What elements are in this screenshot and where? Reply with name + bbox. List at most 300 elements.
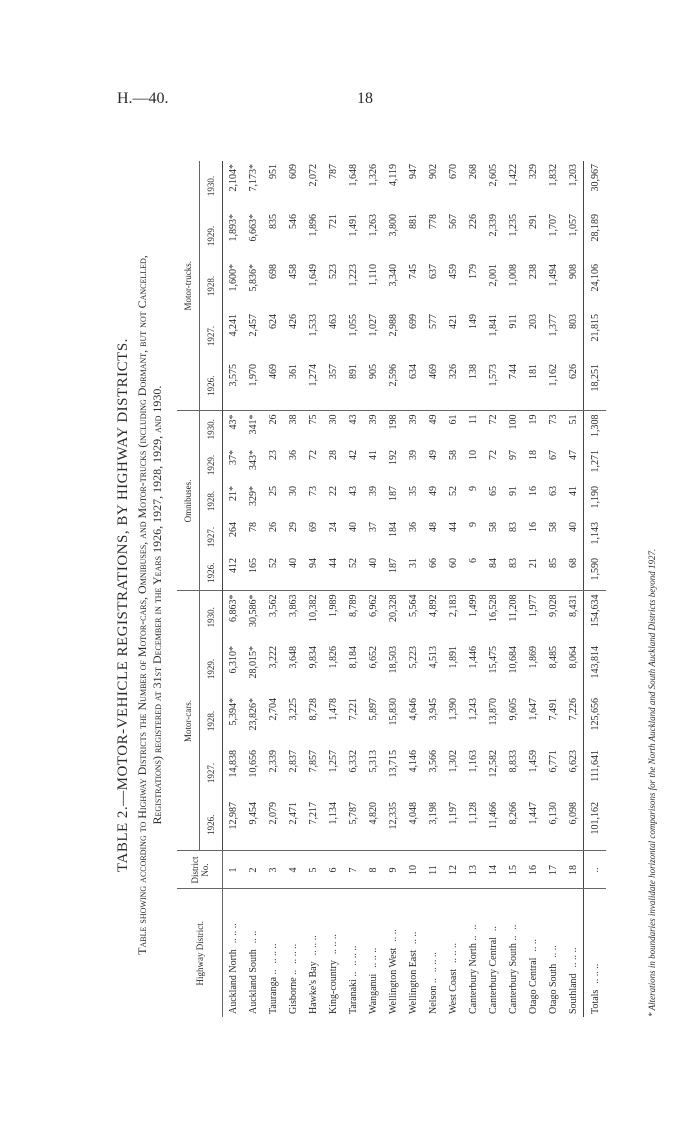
- bus-value-cell: 37*: [227, 450, 239, 465]
- cars-value-cell: 5,787: [343, 799, 363, 851]
- cars-value-cell: 4,146: [407, 750, 419, 773]
- cars-value-cell: 1,647: [527, 698, 539, 721]
- cars-value-cell: 1,447: [523, 799, 543, 851]
- cars-value-cell: 16,528: [487, 594, 499, 622]
- district-name: Canterbury North ..: [467, 935, 479, 1014]
- cars-value-cell: 1,499: [467, 594, 479, 617]
- leader-dots: .. ..: [247, 930, 259, 944]
- cars-value-cell: 2,837: [287, 750, 299, 773]
- bus-value-cell: 39: [367, 414, 379, 425]
- trucks-value-cell: 1,893*: [227, 214, 239, 242]
- district-name-cell: [463, 889, 483, 1017]
- omnibuses-group-header: Omnibuses.: [177, 411, 200, 591]
- trucks-value-cell: 626: [563, 361, 584, 411]
- bus-value-cell: 41: [367, 450, 379, 460]
- bus-value-cell: 39: [407, 450, 419, 460]
- bus-value-cell: 24: [327, 522, 339, 532]
- trucks-value-cell: 1,057: [567, 214, 579, 237]
- cars-value-cell: 15,475: [487, 646, 499, 674]
- district-number-cell: ..: [584, 851, 607, 889]
- bus-value-cell: 19: [527, 414, 539, 425]
- trucks-value-cell: 463: [327, 314, 339, 329]
- cars-value-cell: 13,870: [487, 698, 499, 726]
- table-title: TABLE 2.—MOTOR-VEHICLE REGISTRATIONS, BY HIGHWAY DISTRICTS.: [115, 338, 131, 872]
- bus-value-cell: 73: [547, 414, 559, 425]
- trucks-value-cell: 891: [343, 361, 363, 411]
- trucks-value-cell: 1,263: [367, 214, 379, 237]
- trucks-value-cell: 745: [407, 264, 419, 279]
- district-name: Gisborne ..: [287, 969, 299, 1014]
- bus-value-cell: 198: [387, 414, 399, 430]
- bus-value-cell: 43*: [227, 414, 239, 430]
- bus-value-cell: 48: [427, 522, 439, 532]
- registrations-table: [177, 161, 606, 1017]
- cars-value-cell: 1,134: [323, 799, 343, 851]
- rotated-table-sheet: [115, 105, 690, 1105]
- cars-value-cell: 23,826*: [247, 698, 259, 731]
- trucks-value-cell: 4,241: [227, 314, 239, 337]
- trucks-value-cell: 1,533: [307, 314, 319, 337]
- table-row: [323, 161, 343, 1017]
- trucks-value-cell: 1,008: [507, 264, 519, 287]
- cars-value-cell: 3,863: [287, 594, 299, 617]
- cars-value-cell: 10,684: [507, 646, 519, 674]
- cars-value-cell: 1,243: [467, 698, 479, 721]
- bus-value-cell: 11: [467, 414, 479, 425]
- bus-value-cell: 1,590: [584, 555, 607, 591]
- leader-dots: .. .. ..: [307, 935, 319, 956]
- trucks-value-cell: 1,055: [347, 314, 359, 337]
- leader-dots: .. .. ..: [287, 943, 299, 964]
- leader-dots: .. .. ..: [427, 952, 439, 973]
- leader-dots: .. ..: [387, 929, 399, 942]
- bus-value-cell: 25: [267, 486, 279, 496]
- cars-value-cell: 6,310*: [227, 646, 239, 674]
- year-header: 1926.: [200, 799, 223, 851]
- motor-trucks-group-header: Motor-trucks.: [177, 161, 200, 411]
- bus-value-cell: 41: [567, 486, 579, 496]
- bus-value-cell: 36: [287, 450, 299, 460]
- trucks-value-cell: 5,836*: [247, 264, 259, 292]
- trucks-value-cell: 1,896: [307, 214, 319, 237]
- bus-value-cell: 72: [307, 450, 319, 460]
- district-number-cell: 1: [223, 851, 244, 889]
- cars-value-cell: 1,891: [447, 646, 459, 669]
- table-row: [523, 161, 543, 1017]
- bus-value-cell: 341*: [247, 414, 259, 435]
- table-subtitle-line-1: Table showing according to Highway Districts the Number of Motor-cars, Omnibuses, and Motor-trucks (including Dormant, but not Cancelled,: [135, 255, 149, 955]
- trucks-value-cell: 3,340: [387, 264, 399, 287]
- bus-value-cell: 26: [267, 414, 279, 425]
- bus-value-cell: 68: [563, 555, 584, 591]
- bus-value-cell: 31: [403, 555, 423, 591]
- district-column-header: Highway District.: [177, 889, 223, 1017]
- district-no-column-header: District No.: [177, 851, 223, 889]
- cars-value-cell: 3,562: [267, 594, 279, 617]
- year-header: 1927.: [200, 519, 223, 555]
- year-header: 1929.: [200, 447, 223, 483]
- bus-value-cell: 21*: [227, 486, 239, 501]
- bus-value-cell: 39: [407, 414, 419, 425]
- year-header: 1928.: [200, 261, 223, 311]
- cars-value-cell: 28,015*: [247, 646, 259, 679]
- bus-value-cell: 1,143: [584, 519, 607, 555]
- district-name: Canterbury South ..: [507, 935, 519, 1014]
- table-row: [543, 161, 563, 1017]
- trucks-value-cell: 2,988: [387, 314, 399, 337]
- bus-value-cell: 329*: [247, 486, 259, 506]
- trucks-value-cell: 24,106: [584, 261, 607, 311]
- trucks-value-cell: 1,494: [547, 264, 559, 287]
- trucks-value-cell: 3,575: [223, 361, 244, 411]
- bus-value-cell: 187: [387, 486, 399, 501]
- cars-value-cell: 3,648: [287, 646, 299, 669]
- bus-value-cell: 30: [287, 486, 299, 496]
- cars-value-cell: 12,335: [383, 799, 403, 851]
- trucks-value-cell: 426: [287, 314, 299, 329]
- district-name-cell: [584, 889, 607, 1017]
- trucks-value-cell: 1,274: [303, 361, 323, 411]
- trucks-value-cell: 4,119: [387, 164, 399, 187]
- district-name: Hawke's Bay: [307, 961, 319, 1014]
- trucks-value-cell: 1,235: [507, 214, 519, 237]
- leader-dots: .. .. ..: [327, 934, 339, 955]
- district-number-cell: 15: [503, 851, 523, 889]
- bus-value-cell: 83: [507, 522, 519, 532]
- trucks-value-cell: 2,605: [487, 164, 499, 187]
- trucks-value-cell: 2,339: [487, 214, 499, 237]
- trucks-value-cell: 149: [467, 314, 479, 329]
- cars-value-cell: 5,394*: [227, 698, 239, 726]
- cars-value-cell: 111,641: [584, 747, 607, 799]
- cars-value-cell: 11,208: [507, 594, 519, 622]
- bus-value-cell: 36: [407, 522, 419, 532]
- leader-dots: .. ..: [527, 939, 539, 952]
- bus-value-cell: 343*: [247, 450, 259, 470]
- trucks-value-cell: 902: [427, 164, 439, 179]
- table-row: [443, 161, 463, 1017]
- trucks-value-cell: 179: [467, 264, 479, 279]
- leader-dots: .. .. ..: [347, 945, 359, 966]
- bus-value-cell: 16: [527, 522, 539, 532]
- cars-value-cell: 20,328: [387, 594, 399, 622]
- bus-value-cell: 22: [327, 486, 339, 496]
- district-name-cell: [303, 889, 323, 1017]
- trucks-value-cell: 778: [427, 214, 439, 229]
- district-number-cell: 10: [403, 851, 423, 889]
- cars-value-cell: 11,466: [483, 799, 503, 851]
- bus-value-cell: 52: [447, 486, 459, 496]
- leader-dots: ..: [487, 926, 499, 932]
- footnote: * Alterations in boundaries invalidate horizontal comparisons for the North Auckland and South Auckland Districts beyond 1927.: [647, 548, 657, 1017]
- cars-value-cell: 9,605: [507, 698, 519, 721]
- cars-value-cell: 5,564: [407, 594, 419, 617]
- trucks-value-cell: 458: [287, 264, 299, 279]
- bus-value-cell: 40: [363, 555, 383, 591]
- totals-row: [584, 161, 607, 1017]
- trucks-value-cell: 1,203: [567, 164, 579, 187]
- cars-value-cell: 7,857: [307, 750, 319, 773]
- trucks-value-cell: 226: [467, 214, 479, 229]
- bus-value-cell: 412: [223, 555, 244, 591]
- leader-dots: .. .. ..: [367, 947, 379, 968]
- cars-value-cell: 6,130: [543, 799, 563, 851]
- district-name: Wellington East: [407, 950, 419, 1014]
- trucks-value-cell: 238: [527, 264, 539, 279]
- cars-value-cell: 8,485: [547, 646, 559, 669]
- trucks-value-cell: 624: [267, 314, 279, 329]
- district-number-cell: 14: [483, 851, 503, 889]
- bus-value-cell: 84: [483, 555, 503, 591]
- cars-value-cell: 1,989: [327, 594, 339, 617]
- district-name-cell: [543, 889, 563, 1017]
- bus-value-cell: 44: [447, 522, 459, 532]
- leader-dots: .. .. ..: [227, 923, 239, 944]
- bus-value-cell: 35: [407, 486, 419, 496]
- district-name-cell: [343, 889, 363, 1017]
- cars-value-cell: 125,656: [584, 695, 607, 747]
- trucks-value-cell: 1,422: [507, 164, 519, 187]
- district-name-cell: [423, 889, 443, 1017]
- cars-value-cell: 8,789: [347, 594, 359, 617]
- table-row: [383, 161, 403, 1017]
- cars-value-cell: 13,715: [387, 750, 399, 778]
- district-name-cell: [383, 889, 403, 1017]
- district-number-cell: 8: [363, 851, 383, 889]
- cars-value-cell: 4,513: [427, 646, 439, 669]
- trucks-value-cell: 357: [323, 361, 343, 411]
- bus-value-cell: 184: [387, 522, 399, 537]
- district-name: King-country: [327, 960, 339, 1014]
- bus-value-cell: 1,190: [584, 483, 607, 519]
- cars-value-cell: 30,586*: [247, 594, 259, 627]
- bus-value-cell: 83: [503, 555, 523, 591]
- trucks-value-cell: 951: [267, 164, 279, 179]
- trucks-value-cell: 523: [327, 264, 339, 279]
- bus-value-cell: 9: [467, 486, 479, 491]
- year-header: 1929.: [200, 643, 223, 695]
- trucks-value-cell: 1,648: [347, 164, 359, 187]
- trucks-value-cell: 634: [403, 361, 423, 411]
- table-row: [263, 161, 283, 1017]
- cars-value-cell: 5,313: [367, 750, 379, 773]
- trucks-value-cell: 1,491: [347, 214, 359, 237]
- trucks-value-cell: 2,457: [247, 314, 259, 337]
- year-header: 1930.: [200, 161, 223, 211]
- trucks-value-cell: 361: [283, 361, 303, 411]
- bus-value-cell: 29: [287, 522, 299, 532]
- cars-value-cell: 7,226: [567, 698, 579, 721]
- table-row: [503, 161, 523, 1017]
- cars-value-cell: 14,838: [227, 750, 239, 778]
- bus-value-cell: 73: [307, 486, 319, 496]
- leader-dots: .. .. ..: [567, 947, 579, 968]
- cars-value-cell: 8,064: [567, 646, 579, 669]
- bus-value-cell: 47: [567, 450, 579, 460]
- trucks-value-cell: 803: [567, 314, 579, 329]
- cars-value-cell: 1,478: [327, 698, 339, 721]
- cars-value-cell: 2,704: [267, 698, 279, 721]
- bus-value-cell: 187: [383, 555, 403, 591]
- district-number-cell: 12: [443, 851, 463, 889]
- cars-value-cell: 15,830: [387, 698, 399, 726]
- trucks-value-cell: 947: [407, 164, 419, 179]
- year-header: 1928.: [200, 695, 223, 747]
- cars-value-cell: 8,266: [503, 799, 523, 851]
- bus-value-cell: 43: [347, 486, 359, 496]
- district-number-cell: 17: [543, 851, 563, 889]
- trucks-value-cell: 2,001: [487, 264, 499, 287]
- cars-value-cell: 8,184: [347, 646, 359, 669]
- district-name-cell: [563, 889, 584, 1017]
- year-header: 1929.: [200, 211, 223, 261]
- district-number-cell: 18: [563, 851, 584, 889]
- cars-value-cell: 3,198: [423, 799, 443, 851]
- cars-value-cell: 7,217: [303, 799, 323, 851]
- district-number-cell: 13: [463, 851, 483, 889]
- table-row: [563, 161, 584, 1017]
- bus-value-cell: 28: [327, 450, 339, 460]
- table-subtitle-line-2: Registrations) registered at 31st December in the Years 1926, 1927, 1928, 1929, and 1930.: [150, 385, 164, 825]
- trucks-value-cell: 1,027: [367, 314, 379, 337]
- bus-value-cell: 61: [447, 414, 459, 425]
- trucks-value-cell: 787: [327, 164, 339, 179]
- trucks-value-cell: 881: [407, 214, 419, 229]
- trucks-value-cell: 835: [267, 214, 279, 229]
- district-name-cell: [243, 889, 263, 1017]
- table-row: [243, 161, 263, 1017]
- trucks-value-cell: 6,663*: [247, 214, 259, 242]
- district-number-cell: 7: [343, 851, 363, 889]
- cars-value-cell: 9,454: [243, 799, 263, 851]
- trucks-value-cell: 203: [527, 314, 539, 329]
- bus-value-cell: 51: [567, 414, 579, 425]
- district-name-cell: [223, 889, 244, 1017]
- page-reference: H.—40.: [117, 90, 169, 107]
- bus-value-cell: 100: [507, 414, 519, 430]
- cars-value-cell: 6,962: [367, 594, 379, 617]
- cars-value-cell: 7,221: [347, 698, 359, 721]
- trucks-value-cell: 28,189: [584, 211, 607, 261]
- bus-value-cell: 9: [467, 522, 479, 527]
- cars-value-cell: 101,162: [584, 799, 607, 851]
- bus-value-cell: 97: [507, 450, 519, 460]
- bus-value-cell: 40: [347, 522, 359, 532]
- district-name-cell: [523, 889, 543, 1017]
- cars-value-cell: 6,771: [547, 750, 559, 773]
- bus-value-cell: 264: [227, 522, 239, 537]
- cars-value-cell: 6,623: [567, 750, 579, 773]
- year-header: 1928.: [200, 483, 223, 519]
- cars-value-cell: 1,459: [527, 750, 539, 773]
- cars-value-cell: 143,814: [584, 643, 607, 695]
- trucks-value-cell: 670: [447, 164, 459, 179]
- trucks-value-cell: 268: [467, 164, 479, 179]
- leader-dots: .. .. ..: [267, 943, 279, 964]
- cars-value-cell: 6,332: [347, 750, 359, 773]
- trucks-value-cell: 1,832: [547, 164, 559, 187]
- bus-value-cell: 26: [267, 522, 279, 532]
- cars-value-cell: 1,869: [527, 646, 539, 669]
- cars-value-cell: 1,197: [443, 799, 463, 851]
- bus-value-cell: 75: [307, 414, 319, 425]
- table-row: [483, 161, 503, 1017]
- cars-value-cell: 1,977: [527, 594, 539, 617]
- trucks-value-cell: 291: [527, 214, 539, 229]
- cars-value-cell: 1,446: [467, 646, 479, 669]
- bus-value-cell: 49: [427, 486, 439, 496]
- bus-value-cell: 52: [343, 555, 363, 591]
- bus-value-cell: 37: [367, 522, 379, 532]
- trucks-value-cell: 721: [327, 214, 339, 229]
- bus-value-cell: 192: [387, 450, 399, 465]
- leader-dots: ..: [467, 924, 479, 930]
- cars-value-cell: 1,128: [463, 799, 483, 851]
- district-number-cell: 9: [383, 851, 403, 889]
- bus-value-cell: 65: [487, 486, 499, 496]
- table-row: [283, 161, 303, 1017]
- bus-value-cell: 40: [567, 522, 579, 532]
- cars-value-cell: 2,471: [283, 799, 303, 851]
- bus-value-cell: 58: [487, 522, 499, 532]
- trucks-value-cell: 1,970: [243, 361, 263, 411]
- trucks-value-cell: 329: [527, 164, 539, 179]
- cars-value-cell: 4,646: [407, 698, 419, 721]
- district-name: Taranaki ..: [347, 971, 359, 1014]
- bus-value-cell: 85: [543, 555, 563, 591]
- district-number-cell: 3: [263, 851, 283, 889]
- trucks-value-cell: 138: [463, 361, 483, 411]
- bus-value-cell: 21: [523, 555, 543, 591]
- district-name: Southland: [567, 973, 579, 1014]
- district-number-cell: 2: [243, 851, 263, 889]
- leader-dots: .. .. ..: [589, 963, 601, 984]
- cars-value-cell: 7,491: [547, 698, 559, 721]
- district-name: Wellington West: [387, 947, 399, 1014]
- bus-value-cell: 67: [547, 450, 559, 460]
- cars-value-cell: 154,634: [584, 591, 607, 643]
- table-row: [423, 161, 443, 1017]
- bus-value-cell: 10: [467, 450, 479, 460]
- bus-value-cell: 38: [287, 414, 299, 425]
- cars-value-cell: 3,222: [267, 646, 279, 669]
- bus-value-cell: 72: [487, 450, 499, 460]
- table-row: [463, 161, 483, 1017]
- trucks-value-cell: 1,649: [307, 264, 319, 287]
- table-row: [343, 161, 363, 1017]
- bus-value-cell: 6: [463, 555, 483, 591]
- cars-value-cell: 1,257: [327, 750, 339, 773]
- district-name: Totals: [589, 989, 601, 1014]
- cars-value-cell: 12,582: [487, 750, 499, 778]
- district-number-cell: 16: [523, 851, 543, 889]
- leader-dots: .. ..: [407, 931, 419, 945]
- year-header: 1927.: [200, 747, 223, 799]
- district-name: Wanganui: [367, 973, 379, 1014]
- trucks-value-cell: 3,800: [387, 214, 399, 237]
- cars-value-cell: 10,656: [247, 750, 259, 778]
- trucks-value-cell: 699: [407, 314, 419, 329]
- district-name-cell: [363, 889, 383, 1017]
- trucks-value-cell: 1,600*: [227, 264, 239, 292]
- trucks-value-cell: 908: [567, 264, 579, 279]
- year-header: 1926.: [200, 555, 223, 591]
- trucks-value-cell: 1,377: [547, 314, 559, 337]
- group-header-row: [177, 161, 200, 1017]
- trucks-value-cell: 609: [287, 164, 299, 179]
- year-header: 1927.: [200, 311, 223, 361]
- district-name: Auckland North: [227, 949, 239, 1014]
